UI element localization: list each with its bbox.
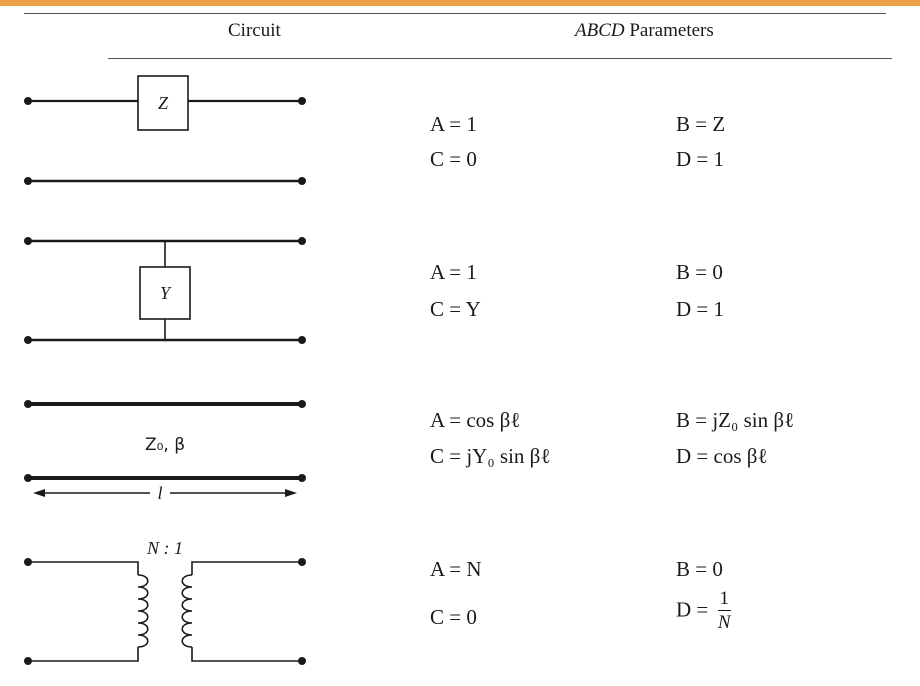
terminal-dot (24, 657, 32, 665)
abcd-italic: ABCD (575, 20, 625, 41)
primary-bottom-lead (28, 647, 138, 661)
terminal-dot (24, 474, 32, 482)
fraction-one-over-N (718, 588, 732, 635)
terminal-dot (24, 400, 32, 408)
turns-ratio-label: N : 1 (147, 538, 183, 558)
admittance-label: Y (159, 283, 171, 303)
series-impedance-circuit (28, 76, 302, 181)
row2-param-D: D = 1 (676, 297, 725, 321)
terminal-dot (24, 336, 32, 344)
line-length-label: l (157, 483, 163, 503)
row3-param-C: C = jY₀ sin βℓ (430, 444, 551, 468)
terminal-dot (298, 400, 306, 408)
terminal-dot (24, 97, 32, 105)
arrowhead-left (33, 489, 45, 497)
terminal-dot (24, 177, 32, 185)
row4-param-C: C = 0 (430, 605, 477, 629)
fraction-denominator: N (717, 612, 731, 633)
terminal-dot (298, 657, 306, 665)
row2-param-B: B = 0 (676, 260, 723, 284)
parameters-word: Parameters (624, 20, 714, 41)
terminal-dot (298, 237, 306, 245)
row3-param-D: D = cos βℓ (676, 444, 768, 468)
row4-param-D-lhs: D = (676, 597, 709, 622)
row4-param-A: A = N (430, 557, 482, 581)
ideal-transformer-circuit (28, 562, 302, 661)
terminal-dot (24, 558, 32, 566)
column-header-circuit: Circuit (228, 20, 281, 41)
terminal-dot (298, 474, 306, 482)
terminal-dot (24, 237, 32, 245)
terminal-dot (298, 97, 306, 105)
row3-param-A: A = cos βℓ (430, 408, 521, 432)
row1-param-D: D = 1 (676, 147, 725, 171)
fraction-numerator: 1 (719, 588, 730, 609)
terminal-dot (298, 336, 306, 344)
row1-param-B: B = Z (676, 112, 726, 136)
row1-param-C: C = 0 (430, 147, 477, 171)
arrowhead-right (285, 489, 297, 497)
secondary-top-lead (192, 562, 302, 575)
secondary-coil (182, 575, 192, 647)
line-params-label: Z₀, β (144, 435, 186, 455)
row3-param-B: B = jZ₀ sin βℓ (676, 408, 795, 432)
row1-param-A: A = 1 (430, 112, 477, 136)
secondary-bottom-lead (192, 647, 302, 661)
terminal-dot (298, 558, 306, 566)
impedance-label: Z (157, 93, 169, 113)
row4-param-D (676, 588, 731, 635)
primary-top-lead (28, 562, 138, 575)
row2-param-A: A = 1 (430, 260, 477, 284)
row2-param-C: C = Y (430, 297, 481, 321)
terminal-dot (298, 177, 306, 185)
row4-param-B: B = 0 (676, 557, 723, 581)
primary-coil (138, 575, 148, 647)
